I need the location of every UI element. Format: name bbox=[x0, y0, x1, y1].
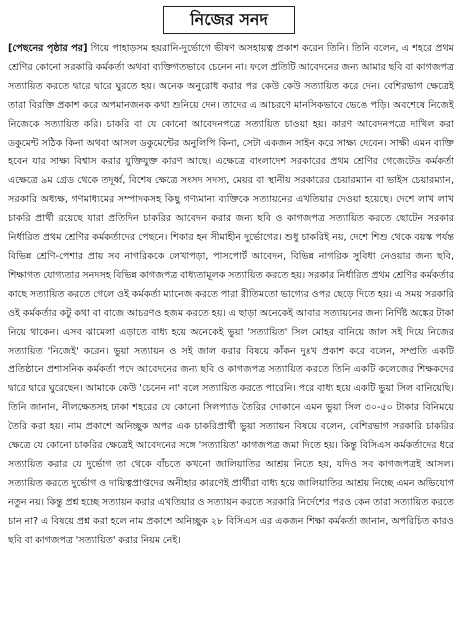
article-text: গিয়ে পাহাড়সম হয়রানি-দুর্ভোগে ভীষণ অসহায়ত্ব প্রকাশ করেন তিনি। তিনি বলেন, এ শহরে প্রথম শ্রেণির কোনো সরকারি কর্মকর্তা অথবা ব্যক্তিগতভাবে চেনেন না। ফলে প্রতিটি আবেদনের জন্য আমার ছবি বা কাগজপত্র সত্যায়িত করতে দ্বারে দ্বারে ঘুরতে হয়। অনেক অনুরোধ করার পর কেউ কেউ সত্যায়িত করে দেন। বেশিরভাগ ক্ষেত্রেই তারা বিরক্তি প্রকাশ করে অপমানজনক কথা শুনিয়ে দেন। তাদের এ আচরণে মানসিকভাবে ভেঙে পড়ি। অবশেষে নিজেই নিজেকে সত্যায়িত করি। চাকরি বা যে কোনো আবেদনপত্রে সত্যায়িত চাওয়া হয়। কারণ আবেদনপত্রে দাখিল করা ডকুমেন্ট সঠিক কিনা অথবা আসল ডকুমেন্টের অনুলিপি কিনা, সেটা একজন সাইন করে সাক্ষ্য দেবেন। সাক্ষী এমন ব্যক্তি হবেন যার সাক্ষ্য বিশ্বাস করার যুক্তিযুক্ত কারণ আছে। এক্ষেত্রে বাংলাদেশ সরকারের প্রথম শ্রেণির গেজেটেড কর্মকর্তা এক্ষেত্রে ৯ম গ্রেড থেকে তদূর্ধ্ব, বিশেষ ক্ষেত্রে সংসদ সদস্য, মেয়র বা স্থানীয় সরকারের চেয়ারম্যান বা ভাইস চেয়ারম্যান, সরকারি অধ্যক্ষ, গণমাধ্যমের সম্পাদকসহ কিছু গণ্যমান্য ব্যক্তিকে সত্যায়নের এখতিয়ার দেওয়া হয়েছে। দেশে লাখ লাখ চাকরি প্রার্থী রয়েছে যারা প্রতিদিন চাকরির আবেদন করার জন্য ছবি ও কাগজপত্র সত্যায়িত করতে ছোটেন সরকার নির্ধারিত প্রথম শ্রেণির কর্মকর্তাদের পেছনে। শিকার হন সীমাহীন দুর্ভোগের। শুধু চাকরিই নয়, দেশে শিশু থেকে বয়স্ক পর্যন্ত বিভিন্ন শ্রেণি-পেশার প্রায় সব নাগরিককে লেখাপড়া, পাসপোর্ট আবেদন, বিভিন্ন নাগরিক সুবিধা নেওয়ার জন্য ছবি, শিক্ষাগত যোগ্যতার সনদসহ বিভিন্ন কাগজপত্র বাধ্যতামূলক সত্যায়িত করতে হয়। সরকার নির্ধারিত প্রথম শ্রেণির কর্মকর্তার কাছে সত্যায়িত করতে গেলে ওই কর্মকর্তা ম্যানেজ করতে পারা রীতিমতো ভাগ্যের ওপর ছেড়ে দিতে হয়। এ সময় সরকারি ওই কর্মকর্তার কটু কথা বা বাজে আচরণও হজম করতে হয়। এ ছাড়া অনেকেই আবার সত্যায়নের জন্য নির্দিষ্ট অঙ্কের টাকা নিয়ে থাকেন। এসব ঝামেলা এড়াতে বাধ্য হয়ে অনেকেই ভুয়া 'সত্যায়িত' সিল মোহর বানিয়ে জাল সই দিয়ে নিজের সত্যায়িত 'নিজেই' করেন। ভুয়া সত্যায়ন ও সই জাল করার বিষয়ে কাঁকন দুঃখ প্রকাশ করে বলেন, সম্প্রতি একটি প্রতিষ্ঠানে প্রশাসনিক কর্মকর্তা পদে আবেদনের জন্য ছবি ও কাগজপত্র সত্যায়িত করতে তিনি একটি কলেজের শিক্ষকদের দ্বারে দ্বারে ঘুরেছেন। আমাকে কেউ 'চেনেন না' বলে সত্যায়িত করতে পারেনি। পরে বাধ্য হয়ে একটি ভুয়া সিল বানিয়েছি। তিনি জানান, নীলক্ষেতসহ ঢাকা শহরের যে কোনো সিলপ্যাড তৈরির দোকানে এমন ভুয়া সিল ৩০-৫০ টাকার বিনিময়ে তৈরি করা হয়। নাম প্রকাশে অনিচ্ছুক অপর এক চাকরিপ্রার্থী ভুয়া সত্যায়ন বিষয়ে বলেন, বেশিরভাগ সরকারি চাকরির ক্ষেত্রে যে কোনো চাকরির ক্ষেত্রেই আবেদনের সঙ্গে 'সত্যায়িত' কাগজপত্র জমা দিতে হয়। কিন্তু বিসিএস কর্মকর্তাদের ধরে সত্যায়িত করার যে দুর্ভোগ তা থেকে বাঁচতে কখনো জালিয়াতির আশ্রয় নিতে হয়, যদিও সব কাগজপত্রই আসল। সত্যায়িত করতে দুর্ভোগ ও দায়িত্বপ্রাপ্তদের অনীহার কারণেই প্রার্থীরা বাধ্য হয়ে জালিয়াতির আশ্রয় নিচ্ছে এমন অভিযোগ নতুন নয়। কিন্তু প্রশ্ন হচ্ছে সত্যায়ন করার এখতিয়ার ও সত্যায়ন করতে সরকারি নির্দেশের পরও কেন তারা সত্যায়িত করতে চান না? এ বিষয়ে প্রশ্ন করা হলে নাম প্রকাশে অনিচ্ছুক ২৮ বিসিএস এর একজন শিক্ষা কর্মকর্তা জানান, অপরিচিত কারও ছবি বা কাগজপত্র 'সত্যায়িত' করার নিয়ম নেই। bbox=[8, 43, 454, 546]
article-headline: নিজের সনদ bbox=[163, 6, 295, 34]
continued-from-label: [পেছনের পৃষ্ঠার পর] bbox=[8, 43, 88, 54]
article-body bbox=[8, 40, 454, 615]
